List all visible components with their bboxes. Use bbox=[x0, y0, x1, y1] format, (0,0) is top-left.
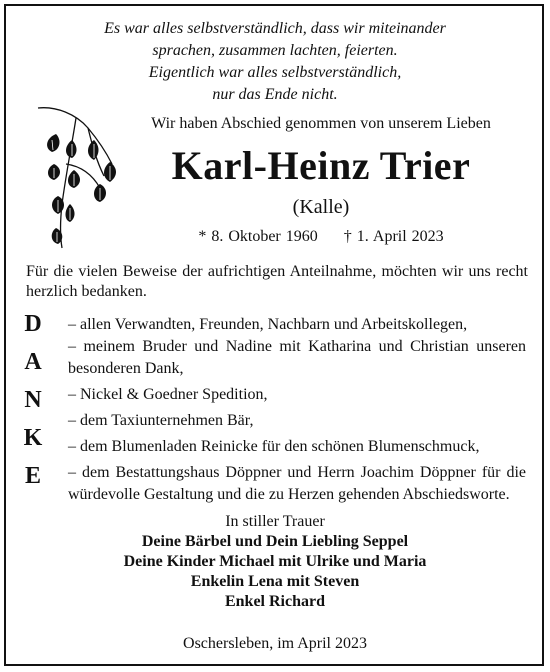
thanks-paragraph: Für die vielen Beweise der aufrichtigen Anteilnahme, möchten wir uns recht herzlich bedanken. bbox=[26, 263, 528, 300]
poem-line: sprachen, zusammen lachten, feierten. bbox=[152, 42, 398, 59]
danke-letter: A bbox=[24, 349, 42, 375]
life-dates bbox=[96, 226, 546, 248]
intro-line: Wir haben Abschied genommen von unserem Lieben bbox=[151, 115, 491, 132]
poem-line: Es war alles selbstverständlich, dass wir miteinander bbox=[104, 20, 446, 37]
danke-letter: K bbox=[23, 425, 43, 451]
mourner-line: Deine Kinder Michael mit Ulrike und Maria bbox=[123, 553, 427, 570]
danke-acrostic bbox=[20, 308, 46, 492]
list-item: – dem Blumenladen Reinicke für den schönen Blumenschmuck, bbox=[68, 438, 480, 455]
danke-letter: E bbox=[24, 463, 41, 489]
mourner-line: Enkel Richard bbox=[224, 593, 325, 610]
poem-line: nur das Ende nicht. bbox=[212, 86, 338, 103]
death-date: † 1. April 2023 bbox=[343, 228, 444, 245]
list-item: – Nickel & Goedner Spedition, bbox=[68, 386, 268, 403]
list-item: – dem Bestattungshaus Döppner und Herrn Joachim Döppner für die würdevolle Gestaltung und die zu Herzen gehenden Abschiedsworte. bbox=[68, 464, 526, 503]
thanks-list bbox=[58, 314, 526, 506]
poem bbox=[0, 18, 550, 106]
list-item: – meinem Bruder und Nadine mit Katharina und Christian unseren besonderen Dank, bbox=[68, 338, 526, 377]
list-item: – allen Verwandten, Freunden, Nachbarn und Arbeitskollegen, bbox=[68, 316, 468, 333]
danke-letter: N bbox=[24, 387, 42, 413]
mourner-line: Enkelin Lena mit Steven bbox=[190, 573, 360, 590]
mourner-line: Deine Bärbel und Dein Liebling Seppel bbox=[141, 533, 409, 550]
nickname: (Kalle) bbox=[292, 196, 350, 218]
deceased-name: Karl-Heinz Trier bbox=[171, 143, 471, 188]
danke-letter: D bbox=[24, 311, 42, 337]
mourners-block bbox=[0, 512, 550, 612]
place-date: Oschersleben, im April 2023 bbox=[183, 635, 367, 652]
closing-heading: In stiller Trauer bbox=[225, 513, 325, 530]
birth-date: * 8. Oktober 1960 bbox=[198, 228, 318, 245]
poem-line: Eigentlich war alles selbstverständlich, bbox=[148, 64, 402, 81]
list-item: – dem Taxiunternehmen Bär, bbox=[68, 412, 254, 429]
